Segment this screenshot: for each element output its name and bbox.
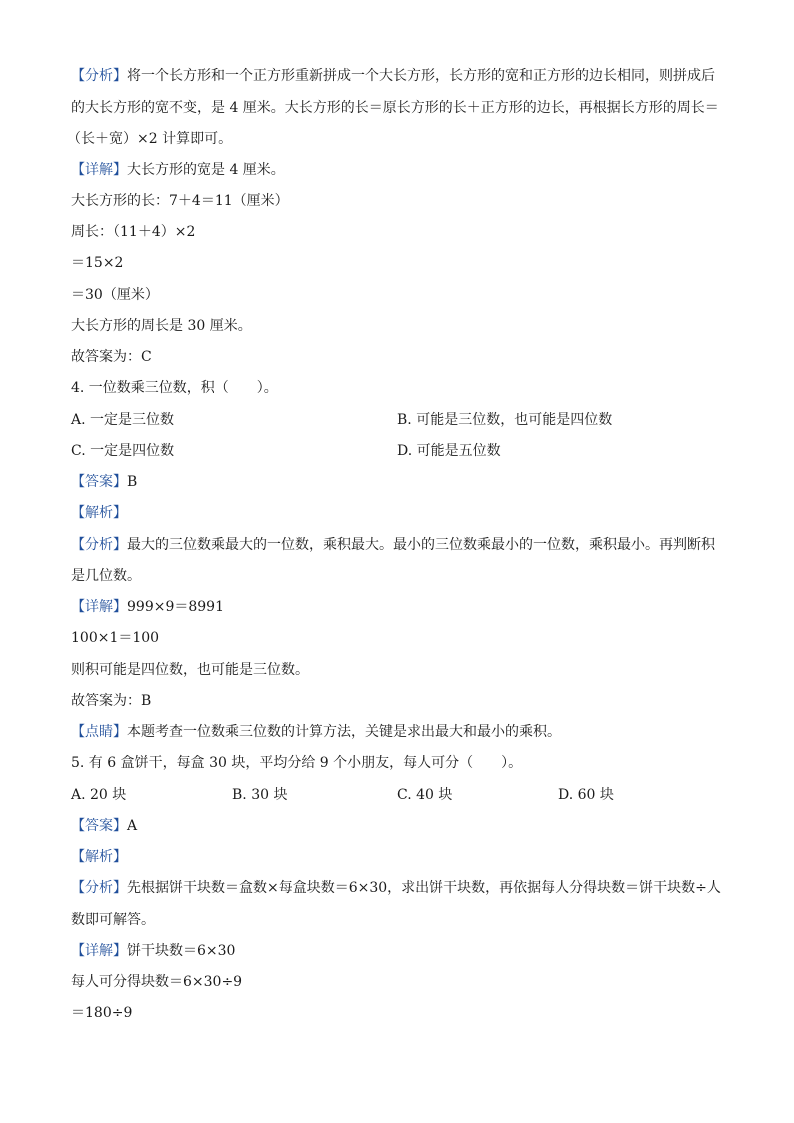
q4-step1: 100×1＝100 bbox=[71, 630, 160, 646]
q3-step2: 周长：（11＋4）×2 bbox=[71, 224, 196, 240]
q4-option-c: C. 一定是四位数 bbox=[71, 443, 175, 459]
remark-tag: 【点睛】 bbox=[71, 724, 127, 740]
q3-detail-line1 bbox=[71, 160, 285, 180]
q3-analysis-line3: （长＋宽）×2 计算即可。 bbox=[67, 131, 233, 147]
q3-step4: ＝30（厘米） bbox=[71, 287, 159, 303]
q4-option-a: A. 一定是三位数 bbox=[71, 412, 175, 428]
q4-analysis-line1 bbox=[71, 535, 715, 555]
explanation-tag: 【解析】 bbox=[71, 505, 127, 521]
q3-analysis-line2: 的大长方形的宽不变，是 4 厘米。大长方形的长＝原长方形的长＋正方形的边长，再根据长方形的周长＝ bbox=[71, 100, 719, 116]
q4-step2: 则积可能是四位数，也可能是三位数。 bbox=[71, 662, 309, 678]
q4-detail-line1 bbox=[71, 597, 224, 617]
q4-detail-text: 999×9＝8991 bbox=[127, 599, 224, 615]
q3-step3: ＝15×2 bbox=[71, 255, 124, 271]
q3-detail-text: 大长方形的宽是 4 厘米。 bbox=[127, 162, 285, 178]
q5-analysis-line2: 数即可解答。 bbox=[71, 912, 155, 928]
detail-tag: 【详解】 bbox=[71, 599, 127, 615]
q5-option-d: D. 60 块 bbox=[558, 787, 614, 803]
q5-explanation-tag bbox=[71, 847, 127, 867]
q4-explanation-tag bbox=[71, 503, 127, 523]
q4-analysis-text: 最大的三位数乘最大的一位数，乘积最大。最小的三位数乘最小的一位数，乘积最小。再判断积 bbox=[127, 537, 715, 553]
detail-tag: 【详解】 bbox=[71, 943, 127, 959]
q5-option-c: C. 40 块 bbox=[397, 787, 453, 803]
analysis-tag: 【分析】 bbox=[71, 880, 127, 896]
q3-analysis-line1 bbox=[71, 66, 715, 86]
q5-detail-text: 饼干块数＝6×30 bbox=[127, 943, 236, 959]
q4-answer-value: B bbox=[127, 474, 138, 490]
q5-answer-value: A bbox=[127, 818, 138, 834]
q5-detail-line1 bbox=[71, 941, 235, 961]
analysis-tag: 【分析】 bbox=[71, 537, 127, 553]
q4-remark-text: 本题考查一位数乘三位数的计算方法，关键是求出最大和最小的乘积。 bbox=[127, 724, 561, 740]
q4-answer-line: 故答案为：B bbox=[71, 693, 152, 709]
q5-step1: 每人可分得块数＝6×30÷9 bbox=[71, 974, 243, 990]
q5-question: 5. 有 6 盒饼干，每盒 30 块，平均分给 9 个小朋友，每人可分（ ）。 bbox=[71, 755, 523, 771]
q5-answer bbox=[71, 816, 137, 836]
q5-analysis-text: 先根据饼干块数＝盒数×每盒块数＝6×30，求出饼干块数，再依据每人分得块数＝饼干块数÷人 bbox=[127, 880, 721, 896]
q3-step5: 大长方形的周长是 30 厘米。 bbox=[71, 318, 252, 334]
q5-option-b: B. 30 块 bbox=[232, 787, 288, 803]
explanation-tag: 【解析】 bbox=[71, 849, 127, 865]
q3-step1: 大长方形的长：7＋4＝11（厘米） bbox=[71, 193, 289, 209]
q4-option-d: D. 可能是五位数 bbox=[397, 443, 501, 459]
q4-option-b: B. 可能是三位数，也可能是四位数 bbox=[397, 412, 613, 428]
q5-option-a: A. 20 块 bbox=[71, 787, 127, 803]
answer-tag: 【答案】 bbox=[71, 818, 127, 834]
q4-answer bbox=[71, 472, 137, 492]
q4-remark bbox=[71, 722, 561, 742]
answer-tag: 【答案】 bbox=[71, 474, 127, 490]
analysis-tag: 【分析】 bbox=[71, 68, 127, 84]
q3-analysis-text: 将一个长方形和一个正方形重新拼成一个大长方形，长方形的宽和正方形的边长相同，则拼成后 bbox=[127, 68, 715, 84]
q4-question: 4. 一位数乘三位数，积（ ）。 bbox=[71, 380, 278, 396]
q3-answer-line: 故答案为：C bbox=[71, 349, 152, 365]
q5-step2: ＝180÷9 bbox=[71, 1005, 133, 1021]
q4-analysis-line2: 是几位数。 bbox=[71, 568, 141, 584]
q5-analysis-line1 bbox=[71, 878, 721, 898]
detail-tag: 【详解】 bbox=[71, 162, 127, 178]
